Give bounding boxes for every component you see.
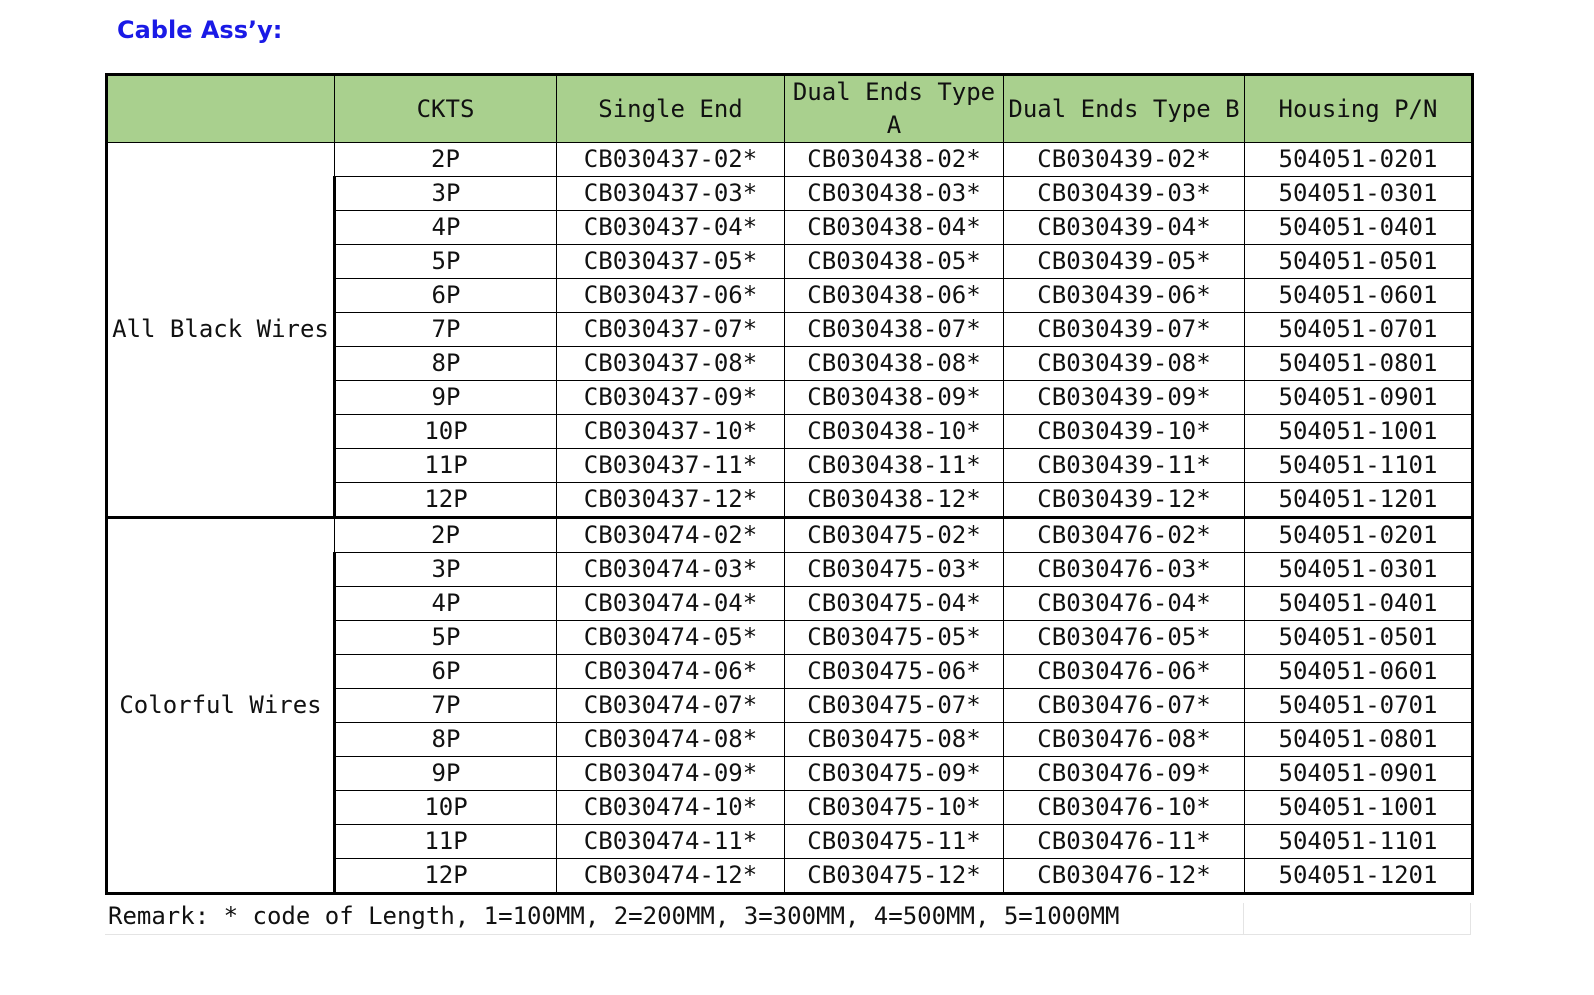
- ckts-cell: 5P: [335, 245, 557, 279]
- housing-pn-cell: 504051-0301: [1245, 553, 1473, 587]
- header-single-end: Single End: [557, 75, 785, 143]
- single-end-cell: CB030437-12*: [557, 483, 785, 518]
- housing-pn-cell: 504051-0601: [1245, 279, 1473, 313]
- dual-ends-type-a-cell: CB030475-05*: [785, 621, 1004, 655]
- dual-ends-type-b-cell: CB030439-07*: [1004, 313, 1245, 347]
- ckts-cell: 2P: [335, 518, 557, 553]
- ckts-cell: 9P: [335, 381, 557, 415]
- dual-ends-type-b-cell: CB030439-03*: [1004, 177, 1245, 211]
- dual-ends-type-a-cell: CB030475-03*: [785, 553, 1004, 587]
- table-header-row: [107, 75, 1473, 143]
- housing-pn-cell: 504051-0901: [1245, 757, 1473, 791]
- dual-ends-type-a-cell: CB030475-10*: [785, 791, 1004, 825]
- dual-ends-type-a-cell: CB030475-11*: [785, 825, 1004, 859]
- housing-pn-cell: 504051-1201: [1245, 483, 1473, 518]
- ckts-cell: 12P: [335, 483, 557, 518]
- ckts-cell: 8P: [335, 723, 557, 757]
- dual-ends-type-a-cell: CB030475-02*: [785, 518, 1004, 553]
- dual-ends-type-b-cell: CB030439-10*: [1004, 415, 1245, 449]
- ckts-cell: 9P: [335, 757, 557, 791]
- housing-pn-cell: 504051-0201: [1245, 143, 1473, 177]
- dual-ends-type-a-cell: CB030438-11*: [785, 449, 1004, 483]
- single-end-cell: CB030437-08*: [557, 347, 785, 381]
- single-end-cell: CB030474-12*: [557, 859, 785, 894]
- housing-pn-cell: 504051-0501: [1245, 621, 1473, 655]
- housing-pn-cell: 504051-0801: [1245, 723, 1473, 757]
- header-group-column: [107, 75, 335, 143]
- ckts-cell: 3P: [335, 553, 557, 587]
- dual-ends-type-b-cell: CB030476-02*: [1004, 518, 1245, 553]
- page-title: Cable Ass’y:: [117, 16, 283, 44]
- ckts-cell: 8P: [335, 347, 557, 381]
- housing-pn-cell: 504051-0901: [1245, 381, 1473, 415]
- dual-ends-type-a-cell: CB030438-03*: [785, 177, 1004, 211]
- dual-ends-type-a-cell: CB030475-07*: [785, 689, 1004, 723]
- dual-ends-type-a-cell: CB030475-12*: [785, 859, 1004, 894]
- dual-ends-type-a-cell: CB030475-09*: [785, 757, 1004, 791]
- dual-ends-type-a-cell: CB030438-05*: [785, 245, 1004, 279]
- group-all-black-wires: [107, 143, 1473, 518]
- single-end-cell: CB030437-10*: [557, 415, 785, 449]
- dual-ends-type-a-cell: CB030438-09*: [785, 381, 1004, 415]
- housing-pn-cell: 504051-1101: [1245, 449, 1473, 483]
- dual-ends-type-b-cell: CB030476-12*: [1004, 859, 1245, 894]
- remark-note: Remark: * code of Length, 1=100MM, 2=200MM, 3=300MM, 4=500MM, 5=1000MM: [108, 902, 1120, 930]
- dual-ends-type-b-cell: CB030439-11*: [1004, 449, 1245, 483]
- remark-cell-divider: [1243, 903, 1244, 934]
- ckts-cell: 6P: [335, 279, 557, 313]
- housing-pn-cell: 504051-1001: [1245, 791, 1473, 825]
- dual-ends-type-a-cell: CB030438-12*: [785, 483, 1004, 518]
- housing-pn-cell: 504051-0701: [1245, 689, 1473, 723]
- single-end-cell: CB030474-08*: [557, 723, 785, 757]
- ckts-cell: 10P: [335, 415, 557, 449]
- group-label: All Black Wires: [107, 143, 335, 518]
- housing-pn-cell: 504051-0201: [1245, 518, 1473, 553]
- dual-ends-type-a-cell: CB030438-10*: [785, 415, 1004, 449]
- dual-ends-type-b-cell: CB030439-05*: [1004, 245, 1245, 279]
- single-end-cell: CB030437-02*: [557, 143, 785, 177]
- dual-ends-type-a-cell: CB030438-08*: [785, 347, 1004, 381]
- housing-pn-cell: 504051-0801: [1245, 347, 1473, 381]
- ckts-cell: 11P: [335, 825, 557, 859]
- dual-ends-type-b-cell: CB030476-07*: [1004, 689, 1245, 723]
- dual-ends-type-b-cell: CB030476-06*: [1004, 655, 1245, 689]
- group-colorful-wires: [107, 518, 1473, 894]
- housing-pn-cell: 504051-0401: [1245, 587, 1473, 621]
- single-end-cell: CB030437-04*: [557, 211, 785, 245]
- ckts-cell: 4P: [335, 211, 557, 245]
- single-end-cell: CB030474-03*: [557, 553, 785, 587]
- dual-ends-type-b-cell: CB030476-11*: [1004, 825, 1245, 859]
- housing-pn-cell: 504051-0701: [1245, 313, 1473, 347]
- dual-ends-type-a-cell: CB030438-04*: [785, 211, 1004, 245]
- housing-pn-cell: 504051-0501: [1245, 245, 1473, 279]
- dual-ends-type-a-cell: CB030438-06*: [785, 279, 1004, 313]
- ckts-cell: 5P: [335, 621, 557, 655]
- ckts-cell: 11P: [335, 449, 557, 483]
- single-end-cell: CB030474-04*: [557, 587, 785, 621]
- ckts-cell: 12P: [335, 859, 557, 894]
- housing-pn-cell: 504051-0301: [1245, 177, 1473, 211]
- dual-ends-type-a-cell: CB030438-07*: [785, 313, 1004, 347]
- header-housing-pn: Housing P/N: [1245, 75, 1473, 143]
- single-end-cell: CB030474-11*: [557, 825, 785, 859]
- single-end-cell: CB030474-06*: [557, 655, 785, 689]
- remark-divider: [105, 934, 1471, 935]
- dual-ends-type-b-cell: CB030476-10*: [1004, 791, 1245, 825]
- cable-assembly-table: [105, 73, 1474, 895]
- housing-pn-cell: 504051-0401: [1245, 211, 1473, 245]
- single-end-cell: CB030474-05*: [557, 621, 785, 655]
- housing-pn-cell: 504051-1001: [1245, 415, 1473, 449]
- dual-ends-type-b-cell: CB030476-03*: [1004, 553, 1245, 587]
- header-ckts: CKTS: [335, 75, 557, 143]
- table-row: [107, 143, 1473, 177]
- header-dual-ends-type-b: Dual Ends Type B: [1004, 75, 1245, 143]
- dual-ends-type-b-cell: CB030439-08*: [1004, 347, 1245, 381]
- dual-ends-type-b-cell: CB030476-09*: [1004, 757, 1245, 791]
- ckts-cell: 10P: [335, 791, 557, 825]
- single-end-cell: CB030474-10*: [557, 791, 785, 825]
- single-end-cell: CB030437-03*: [557, 177, 785, 211]
- ckts-cell: 7P: [335, 689, 557, 723]
- group-label: Colorful Wires: [107, 518, 335, 894]
- ckts-cell: 7P: [335, 313, 557, 347]
- single-end-cell: CB030437-09*: [557, 381, 785, 415]
- ckts-cell: 2P: [335, 143, 557, 177]
- dual-ends-type-b-cell: CB030439-09*: [1004, 381, 1245, 415]
- dual-ends-type-a-cell: CB030475-08*: [785, 723, 1004, 757]
- single-end-cell: CB030474-09*: [557, 757, 785, 791]
- single-end-cell: CB030437-05*: [557, 245, 785, 279]
- ckts-cell: 6P: [335, 655, 557, 689]
- housing-pn-cell: 504051-0601: [1245, 655, 1473, 689]
- dual-ends-type-b-cell: CB030476-05*: [1004, 621, 1245, 655]
- dual-ends-type-a-cell: CB030475-04*: [785, 587, 1004, 621]
- single-end-cell: CB030474-07*: [557, 689, 785, 723]
- header-dual-ends-type-a: Dual Ends Type A: [785, 75, 1004, 143]
- ckts-cell: 3P: [335, 177, 557, 211]
- remark-cell-edge: [1470, 903, 1471, 934]
- dual-ends-type-a-cell: CB030438-02*: [785, 143, 1004, 177]
- single-end-cell: CB030437-11*: [557, 449, 785, 483]
- dual-ends-type-b-cell: CB030439-06*: [1004, 279, 1245, 313]
- dual-ends-type-b-cell: CB030476-04*: [1004, 587, 1245, 621]
- dual-ends-type-b-cell: CB030439-04*: [1004, 211, 1245, 245]
- ckts-cell: 4P: [335, 587, 557, 621]
- housing-pn-cell: 504051-1201: [1245, 859, 1473, 894]
- dual-ends-type-a-cell: CB030475-06*: [785, 655, 1004, 689]
- housing-pn-cell: 504051-1101: [1245, 825, 1473, 859]
- table-row: [107, 518, 1473, 553]
- dual-ends-type-b-cell: CB030439-12*: [1004, 483, 1245, 518]
- dual-ends-type-b-cell: CB030439-02*: [1004, 143, 1245, 177]
- single-end-cell: CB030474-02*: [557, 518, 785, 553]
- single-end-cell: CB030437-06*: [557, 279, 785, 313]
- single-end-cell: CB030437-07*: [557, 313, 785, 347]
- dual-ends-type-b-cell: CB030476-08*: [1004, 723, 1245, 757]
